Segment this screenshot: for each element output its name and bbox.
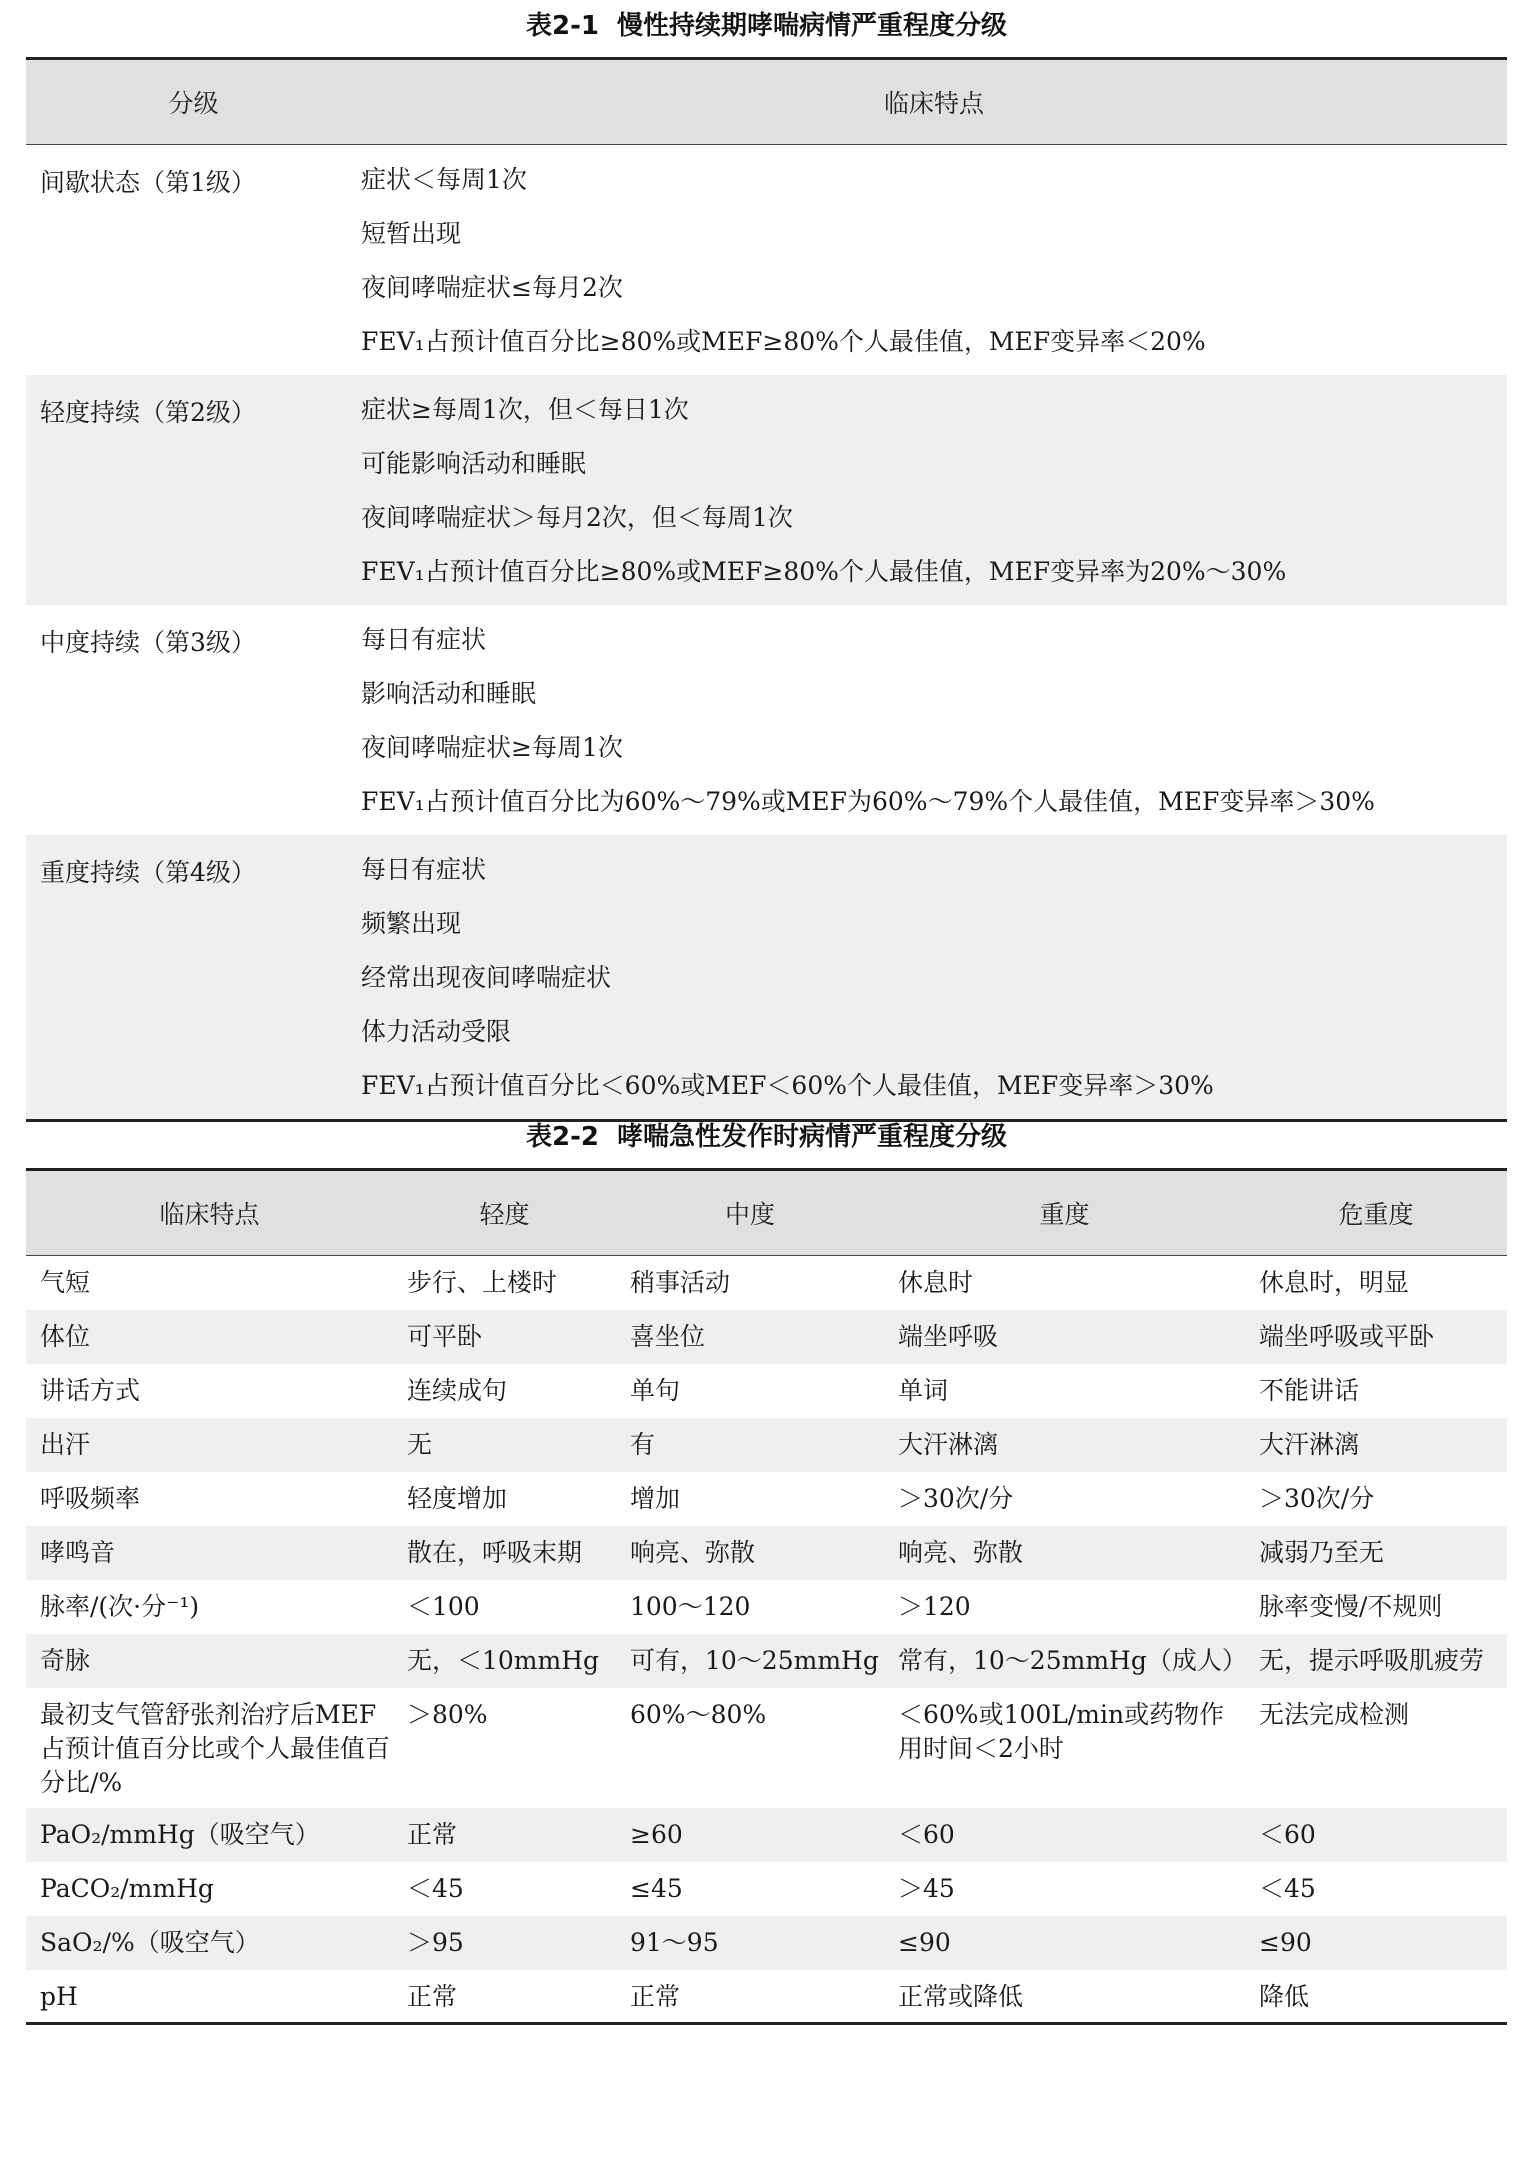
critical-cell: ＞30次/分: [1259, 1483, 1375, 1513]
severe-cell: 常有，10～25mmHg（成人）: [898, 1645, 1247, 1675]
severe-cell: 响亮、弥散: [898, 1537, 1024, 1567]
feature-cell: 奇脉: [40, 1645, 91, 1675]
severity-row: [26, 1364, 1507, 1418]
severe-cell: ≤90: [898, 1927, 951, 1957]
critical-cell: ＜60: [1259, 1819, 1316, 1849]
severity-row: [26, 1472, 1507, 1526]
header-severe: 重度: [1039, 1200, 1090, 1229]
feature-cell: 气短: [40, 1268, 91, 1297]
critical-cell: 大汗淋漓: [1259, 1429, 1360, 1459]
features-cell: [361, 145, 1507, 376]
severe-cell: ＞120: [898, 1591, 971, 1621]
feature-line: 每日有症状: [361, 855, 487, 884]
header-clinical-features: 临床特点: [883, 89, 984, 118]
header-moderate: 中度: [724, 1200, 775, 1229]
feature-cell: 出汗: [40, 1429, 91, 1459]
grade-row: [26, 145, 1507, 376]
severe-cell: ＜60: [898, 1819, 955, 1849]
critical-cell: 无，提示呼吸肌疲劳: [1259, 1645, 1485, 1675]
mild-cell: 连续成句: [407, 1375, 508, 1405]
mild-cell: 正常: [407, 1981, 458, 2011]
feature-line: 体力活动受限: [361, 1017, 512, 1046]
severity-row: [26, 1310, 1507, 1364]
critical-cell: ≤90: [1259, 1927, 1312, 1957]
severity-row: [26, 1418, 1507, 1472]
grade-row: [26, 375, 1507, 605]
severity-row: [26, 1634, 1507, 1688]
severity-row: [26, 1970, 1507, 2024]
grade-row: [26, 835, 1507, 1121]
mild-cell: 可平卧: [407, 1321, 483, 1351]
header-grade: 分级: [168, 89, 219, 118]
severe-cell: ＞45: [898, 1873, 955, 1903]
grade-row: [26, 605, 1507, 835]
feature-line: 夜间哮喘症状≥每周1次: [361, 733, 623, 762]
mild-cell: ＞95: [407, 1927, 464, 1957]
feature-line: 可能影响活动和睡眠: [361, 449, 587, 478]
table-2-2-title: [26, 1117, 1507, 1157]
chronic-severity-table: [26, 57, 1507, 1122]
feature-cell: 哮鸣音: [40, 1537, 116, 1567]
header-critical: 危重度: [1338, 1200, 1414, 1229]
severity-row: [26, 1862, 1507, 1916]
mild-cell: ＞80%: [407, 1699, 488, 1729]
table-2-2: [26, 1117, 1507, 2025]
feature-cell: PaCO₂/mmHg: [40, 1873, 214, 1903]
header-clinical-features: 临床特点: [159, 1200, 260, 1229]
chronic-severity-table-body: [26, 145, 1507, 1121]
severity-row: [26, 1808, 1507, 1862]
acute-severity-table: [26, 1168, 1507, 2025]
feature-line: 症状≥每周1次，但＜每日1次: [361, 395, 689, 424]
table-2-1: [26, 6, 1507, 1122]
feature-line: FEV₁占预计值百分比为60%～79%或MEF为60%～79%个人最佳值，MEF变异率＞30%: [361, 787, 1375, 816]
table-2-1-title: [26, 6, 1507, 46]
mild-cell: ＜45: [407, 1873, 464, 1903]
severe-cell: 端坐呼吸: [898, 1321, 999, 1351]
severity-row: [26, 1526, 1507, 1580]
grade-cell: 中度持续（第3级）: [40, 628, 256, 657]
mild-cell: 无: [407, 1429, 433, 1459]
feature-line: FEV₁占预计值百分比≥80%或MEF≥80%个人最佳值，MEF变异率为20%～30%: [361, 557, 1287, 586]
mild-cell: ＜100: [407, 1591, 480, 1621]
feature-line: 经常出现夜间哮喘症状: [361, 963, 612, 992]
moderate-cell: ≥60: [630, 1819, 683, 1849]
moderate-cell: 60%～80%: [630, 1699, 767, 1729]
features-cell: [361, 605, 1507, 835]
acute-severity-table-body: [26, 1256, 1507, 2024]
feature-cell: pH: [40, 1981, 78, 2011]
moderate-cell: ≤45: [630, 1873, 683, 1903]
feature-line: 短暂出现: [361, 219, 462, 248]
moderate-cell: 增加: [630, 1483, 681, 1513]
critical-cell: 休息时，明显: [1259, 1268, 1410, 1297]
feature-cell: 讲话方式: [40, 1375, 141, 1405]
severity-row: [26, 1688, 1507, 1808]
mild-cell: 散在，呼吸末期: [407, 1537, 583, 1567]
severe-cell: 正常或降低: [898, 1981, 1024, 2011]
moderate-cell: 91～95: [630, 1927, 719, 1957]
grade-cell: 重度持续（第4级）: [40, 858, 256, 887]
table-header-row: [26, 59, 1507, 145]
feature-line: 频繁出现: [361, 909, 462, 938]
severity-row: [26, 1256, 1507, 1310]
moderate-cell: 有: [630, 1429, 656, 1459]
moderate-cell: 100～120: [630, 1591, 751, 1621]
moderate-cell: 正常: [630, 1981, 681, 2011]
severe-cell: ＞30次/分: [898, 1483, 1014, 1513]
feature-line: 症状＜每周1次: [361, 165, 527, 194]
moderate-cell: 稍事活动: [630, 1268, 731, 1297]
moderate-cell: 喜坐位: [630, 1321, 706, 1351]
feature-cell: 呼吸频率: [40, 1483, 141, 1513]
moderate-cell: 单句: [630, 1375, 681, 1405]
critical-cell: 降低: [1259, 1981, 1310, 2011]
feature-line: FEV₁占预计值百分比＜60%或MEF＜60%个人最佳值，MEF变异率＞30%: [361, 1071, 1214, 1100]
feature-line: 每日有症状: [361, 625, 487, 654]
critical-cell: 无法完成检测: [1259, 1699, 1410, 1729]
critical-cell: 脉率变慢/不规则: [1259, 1591, 1443, 1621]
critical-cell: 端坐呼吸或平卧: [1259, 1321, 1435, 1351]
critical-cell: 减弱乃至无: [1259, 1537, 1385, 1567]
feature-line: 夜间哮喘症状≤每月2次: [361, 273, 623, 302]
feature-cell: SaO₂/%（吸空气）: [40, 1927, 260, 1957]
severe-cell: 休息时: [898, 1268, 974, 1297]
moderate-cell: 响亮、弥散: [630, 1537, 756, 1567]
table-header-row: [26, 1170, 1507, 1256]
severe-cell: 单词: [898, 1375, 949, 1405]
critical-cell: ＜45: [1259, 1873, 1316, 1903]
feature-line: 夜间哮喘症状＞每月2次，但＜每周1次: [361, 503, 793, 532]
table-2-2-number: 表2-2: [526, 1122, 599, 1152]
features-cell: [361, 835, 1507, 1121]
feature-cell: 体位: [40, 1321, 91, 1351]
feature-cell: PaO₂/mmHg（吸空气）: [40, 1819, 320, 1849]
severe-cell: 大汗淋漓: [898, 1429, 999, 1459]
table-2-1-title-text: 慢性持续期哮喘病情严重程度分级: [616, 11, 1007, 41]
feature-cell: 脉率/(次·分⁻¹): [40, 1591, 200, 1621]
table-2-1-number: 表2-1: [526, 11, 599, 41]
moderate-cell: 可有，10～25mmHg: [630, 1645, 879, 1675]
mild-cell: 无，＜10mmHg: [407, 1645, 600, 1675]
feature-line: 影响活动和睡眠: [361, 679, 537, 708]
severity-row: [26, 1916, 1507, 1970]
severe-cell: ＜60%或100L/min或药物作用时间＜2小时: [898, 1699, 1225, 1763]
severity-row: [26, 1580, 1507, 1634]
critical-cell: 不能讲话: [1259, 1375, 1360, 1405]
table-2-2-title-text: 哮喘急性发作时病情严重程度分级: [616, 1122, 1007, 1152]
grade-cell: 轻度持续（第2级）: [40, 398, 256, 427]
grade-cell: 间歇状态（第1级）: [40, 168, 256, 197]
feature-cell: 最初支气管舒张剂治疗后MEF占预计值百分比或个人最佳值百分比/%: [40, 1699, 391, 1797]
mild-cell: 步行、上楼时: [407, 1268, 558, 1297]
mild-cell: 正常: [407, 1819, 458, 1849]
mild-cell: 轻度增加: [407, 1483, 508, 1513]
feature-line: FEV₁占预计值百分比≥80%或MEF≥80%个人最佳值，MEF变异率＜20%: [361, 327, 1206, 356]
features-cell: [361, 375, 1507, 605]
header-mild: 轻度: [479, 1200, 530, 1229]
